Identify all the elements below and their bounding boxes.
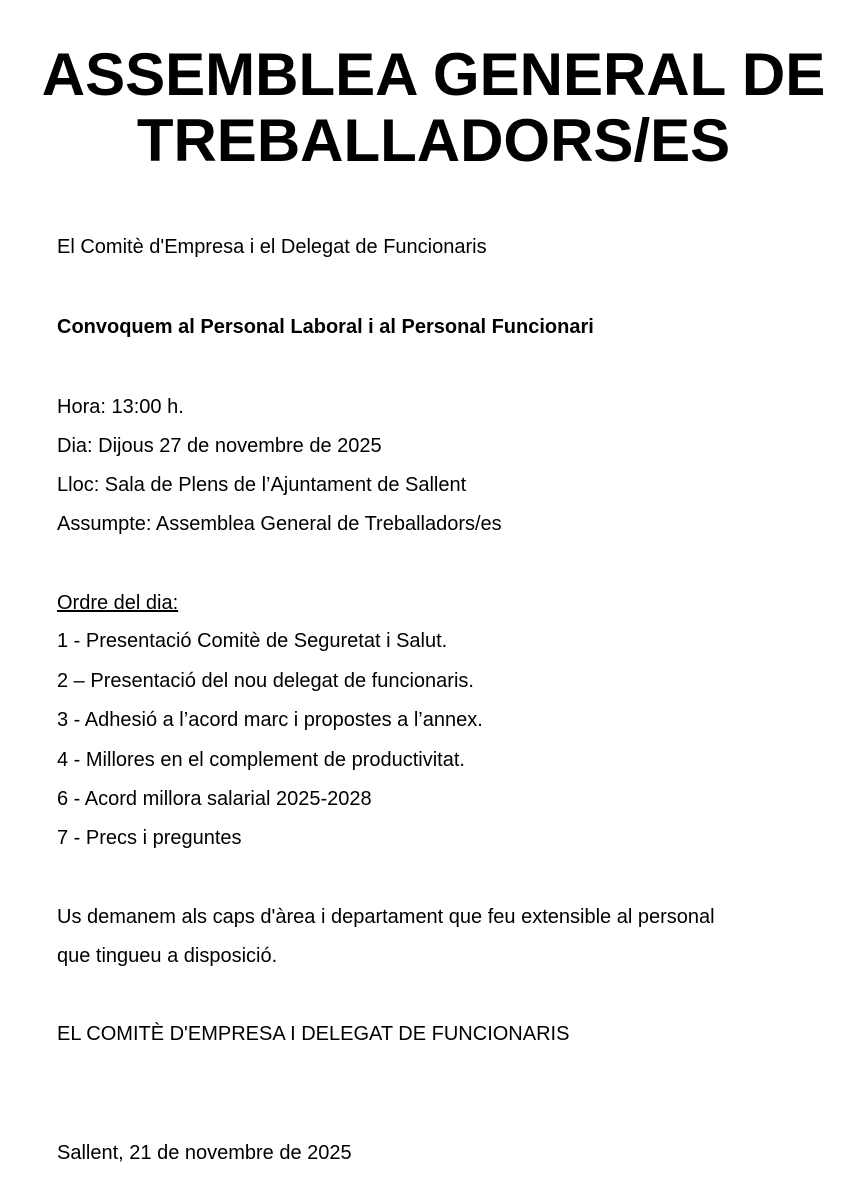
detail-assumpte: Assumpte: Assemblea General de Treballadors/es [57, 513, 502, 535]
agenda-item: 3 - Adhesió a l’acord marc i propostes a l’annex. [57, 709, 483, 731]
document-title-line-2: TREBALLADORS/ES [136, 107, 731, 174]
intro-text: El Comitè d'Empresa i el Delegat de Funcionaris [57, 236, 487, 258]
place-date-text: Sallent, 21 de novembre de 2025 [57, 1142, 352, 1164]
request-text-line-2: que tingueu a disposició. [57, 945, 278, 967]
detail-dia: Dia: Dijous 27 de novembre de 2025 [57, 435, 382, 457]
agenda-item: 4 - Millores en el complement de productivitat. [57, 749, 465, 771]
detail-hora: Hora: 13:00 h. [57, 396, 184, 418]
convocation-text: Convoquem al Personal Laboral i al Personal Funcionari [57, 316, 594, 338]
agenda-item: 2 – Presentació del nou delegat de funcionaris. [57, 670, 474, 692]
signature-text: EL COMITÈ D'EMPRESA I DELEGAT DE FUNCIONARIS [57, 1023, 570, 1045]
document-title-line-1: ASSEMBLEA GENERAL DE [41, 41, 826, 108]
detail-lloc: Lloc: Sala de Plens de l’Ajuntament de Sallent [57, 474, 467, 496]
agenda-item: 6 - Acord millora salarial 2025-2028 [57, 788, 372, 810]
agenda-item: 7 - Precs i preguntes [57, 827, 242, 849]
agenda-item: 1 - Presentació Comitè de Seguretat i Salut. [57, 630, 448, 652]
agenda-heading: Ordre del dia: [57, 592, 179, 614]
request-text-line-1: Us demanem als caps d'àrea i departament que feu extensible al personal [57, 906, 715, 928]
